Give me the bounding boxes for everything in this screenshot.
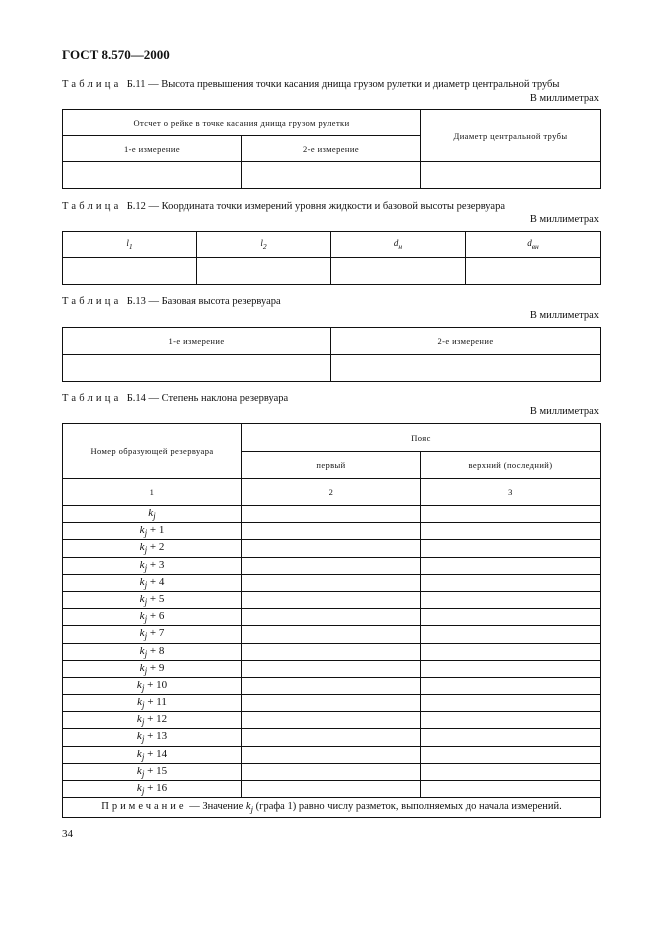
table-row [63, 729, 601, 746]
table-cell [242, 729, 421, 746]
table-cell [242, 781, 421, 798]
table-b14-caption [62, 393, 288, 404]
row-label: $k_j + 12$ [63, 712, 242, 729]
table-row [63, 557, 601, 574]
table-b11-caption [62, 79, 559, 90]
caption-text: Б.12 — Координата точки измерений уровня жидкости и базовой высоты резервуара [126, 201, 505, 212]
row-label: $k_j + 15$ [63, 763, 242, 780]
col-number-2: 2 [242, 479, 421, 506]
table-row [63, 626, 601, 643]
table-cell [331, 355, 601, 382]
caption-text: Б.14 — Степень наклона резервуара [126, 393, 289, 404]
row-label: $k_j + 16$ [63, 781, 242, 798]
row-label: $k_j + 3$ [63, 557, 242, 574]
table-cell [242, 557, 421, 574]
col-header-l2: $l_2$ [197, 232, 331, 258]
caption-word: Таблица [62, 393, 122, 404]
table-row [63, 643, 601, 660]
col-header-measurement-2: 2-е измерение [242, 136, 421, 162]
table-b12-caption [62, 201, 505, 212]
table-cell [421, 643, 601, 660]
row-label: $k_j + 7$ [63, 626, 242, 643]
table-cell [421, 695, 601, 712]
table-cell [242, 591, 421, 608]
table-cell [466, 258, 601, 285]
table-cell [421, 162, 601, 189]
col-header-measurement-1: 1-е измерение [63, 136, 242, 162]
table-b11 [62, 109, 601, 189]
table-cell [242, 626, 421, 643]
table-b14-unit: В миллиметрах [529, 406, 599, 417]
col-header-generatrix: Номер образующей резервуара [63, 424, 242, 479]
col-header-first: первый [242, 452, 421, 479]
table-cell [242, 695, 421, 712]
table-cell [242, 712, 421, 729]
table-b11-unit: В миллиметрах [529, 93, 599, 104]
col-header-measurement-2: 2-е измерение [331, 328, 601, 355]
table-cell [242, 609, 421, 626]
table-cell [242, 763, 421, 780]
table-cell [242, 643, 421, 660]
row-label: $k_j + 10$ [63, 677, 242, 694]
row-label: $k_j + 1$ [63, 523, 242, 540]
table-cell [63, 258, 197, 285]
table-row [63, 506, 601, 523]
table-row [63, 695, 601, 712]
caption-text: Б.13 — Базовая высота резервуара [126, 296, 281, 307]
table-cell [421, 540, 601, 557]
row-label: $k_j + 13$ [63, 729, 242, 746]
table-row [63, 609, 601, 626]
table-cell [242, 746, 421, 763]
table-row [63, 660, 601, 677]
table-cell [421, 746, 601, 763]
col-number-1: 1 [63, 479, 242, 506]
table-cell [63, 355, 331, 382]
document-header: ГОСТ 8.570—2000 [62, 47, 170, 62]
table-b12-unit: В миллиметрах [529, 214, 599, 225]
row-label: $k_j + 2$ [63, 540, 242, 557]
table-cell [421, 763, 601, 780]
col-header-dvn: $d_{вн}$ [466, 232, 601, 258]
table-b13 [62, 327, 601, 382]
table-b13-unit: В миллиметрах [529, 310, 599, 321]
table-row [63, 763, 601, 780]
row-label: $k_j + 6$ [63, 609, 242, 626]
table-b13-caption [62, 296, 281, 307]
table-cell [421, 506, 601, 523]
table-cell [242, 162, 421, 189]
table-row [63, 677, 601, 694]
table-b12 [62, 231, 601, 285]
table-cell [421, 626, 601, 643]
table-cell [421, 609, 601, 626]
row-label: $k_j + 8$ [63, 643, 242, 660]
table-cell [421, 523, 601, 540]
table-cell [421, 574, 601, 591]
row-label: $k_j + 11$ [63, 695, 242, 712]
table-cell [421, 729, 601, 746]
col-group-header: Отсчет о рейке в точке касания днища грузом рулетки [63, 110, 421, 136]
caption-word: Таблица [62, 296, 122, 307]
table-cell [421, 677, 601, 694]
table-row [63, 781, 601, 798]
table-cell [421, 557, 601, 574]
table-row [63, 712, 601, 729]
caption-word: Таблица [62, 201, 122, 212]
table-row [63, 574, 601, 591]
table-cell [331, 258, 466, 285]
table-row [63, 523, 601, 540]
table-cell [421, 591, 601, 608]
table-cell [63, 162, 242, 189]
col-header-dn: $d_н$ [331, 232, 466, 258]
col-number-3: 3 [421, 479, 601, 506]
table-cell [421, 712, 601, 729]
row-label: $k_j + 5$ [63, 591, 242, 608]
table-cell [242, 506, 421, 523]
caption-text: Б.11 — Высота превышения точки касания днища грузом рулетки и диаметр центральной трубы [126, 79, 560, 90]
table-row [63, 540, 601, 557]
table-cell [242, 677, 421, 694]
table-cell [421, 660, 601, 677]
col-header-l1: $l_1$ [63, 232, 197, 258]
col-header-belt: Пояс [242, 424, 601, 452]
table-row [63, 591, 601, 608]
table-cell [242, 540, 421, 557]
table-cell [242, 523, 421, 540]
table-cell [421, 781, 601, 798]
table-b14 [62, 423, 601, 818]
table-cell [242, 660, 421, 677]
row-label: $k_j$ [63, 506, 242, 523]
row-label: $k_j + 14$ [63, 746, 242, 763]
page-number: 34 [62, 828, 73, 840]
caption-word: Таблица [62, 79, 122, 90]
row-label: $k_j + 9$ [63, 660, 242, 677]
col-header-diameter: Диаметр центральной трубы [421, 110, 601, 162]
table-cell [242, 574, 421, 591]
col-header-measurement-1: 1-е измерение [63, 328, 331, 355]
table-note: Примечание — Значение $k_j$ (графа 1) равно числу разметок, выполняемых до начала измерений. [63, 798, 601, 818]
table-cell [197, 258, 331, 285]
col-header-upper: верхний (последний) [421, 452, 601, 479]
table-row [63, 746, 601, 763]
row-label: $k_j + 4$ [63, 574, 242, 591]
